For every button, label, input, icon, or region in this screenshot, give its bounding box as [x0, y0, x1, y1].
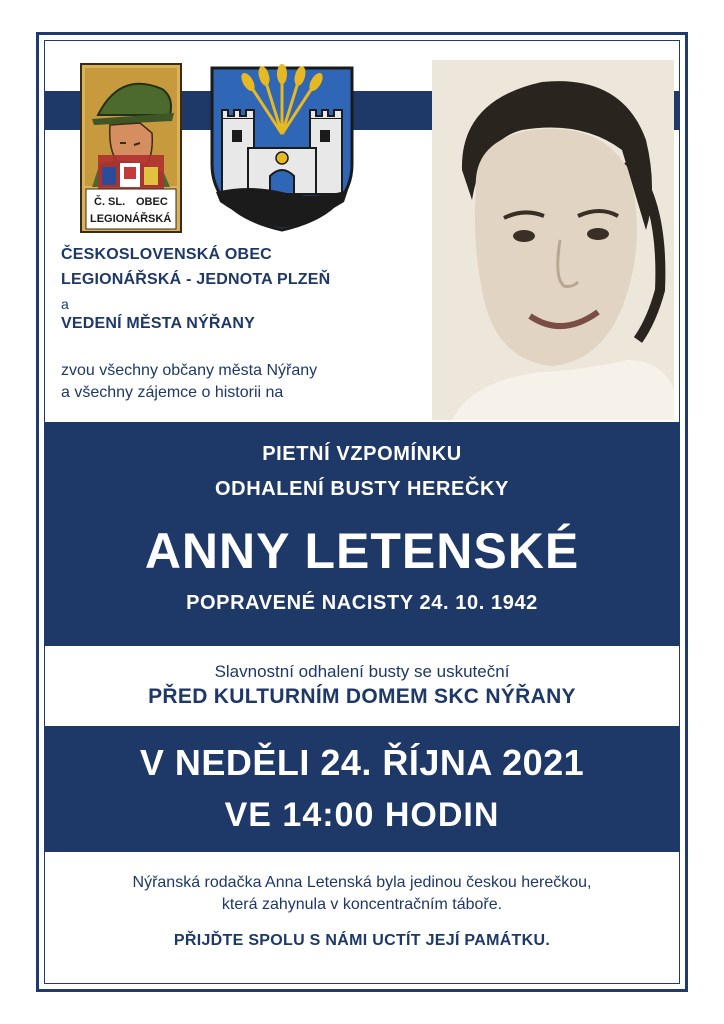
headline-line-2: ODHALENÍ BUSTY HEREČKY [215, 478, 509, 500]
legion-logo-text-2: OBEC [136, 196, 168, 208]
footer-line-2: která zahynula v koncentračním táboře. [221, 896, 503, 913]
footer-call-to-action: PŘIJĎTE SPOLU S NÁMI UCTÍT JEJÍ PAMÁTKU. [173, 932, 551, 949]
event-date: V NEDĚLI 24. ŘÍJNA 2021 [139, 742, 585, 783]
honoree-name: ANNY LETENSKÉ [144, 523, 580, 579]
legion-logo [80, 63, 182, 233]
footer-line-1: Nýřanská rodačka Anna Letenská byla jedinou českou herečkou, [132, 874, 592, 891]
location-line-1: Slavnostní odhalení busty se uskuteční [214, 662, 510, 681]
legion-logo-text-1: Č. SL. [94, 196, 126, 208]
legion-logo-text-3: LEGIONÁŘSKÁ [90, 213, 172, 225]
coat-of-arms [208, 64, 356, 232]
execution-note: POPRAVENÉ NACISTY 24. 10. 1942 [186, 592, 538, 614]
organizer-line-1: ČESKOSLOVENSKÁ OBEC [61, 246, 272, 263]
location-line-2: PŘED KULTURNÍM DOMEM SKC NÝŘANY [148, 685, 576, 708]
portrait-photo [432, 60, 674, 420]
invitation-line-1: zvou všechny občany města Nýřany [61, 362, 318, 379]
organizer-conjunction: a [61, 296, 69, 312]
event-time: VE 14:00 HODIN [224, 796, 500, 834]
organizer-line-3: VEDENÍ MĚSTA NÝŘANY [61, 315, 256, 332]
invitation-line-2: a všechny zájemce o historii na [61, 384, 284, 401]
headline-line-1: PIETNÍ VZPOMÍNKU [262, 443, 462, 465]
organizer-line-2: LEGIONÁŘSKÁ - JEDNOTA PLZEŇ [61, 271, 331, 288]
